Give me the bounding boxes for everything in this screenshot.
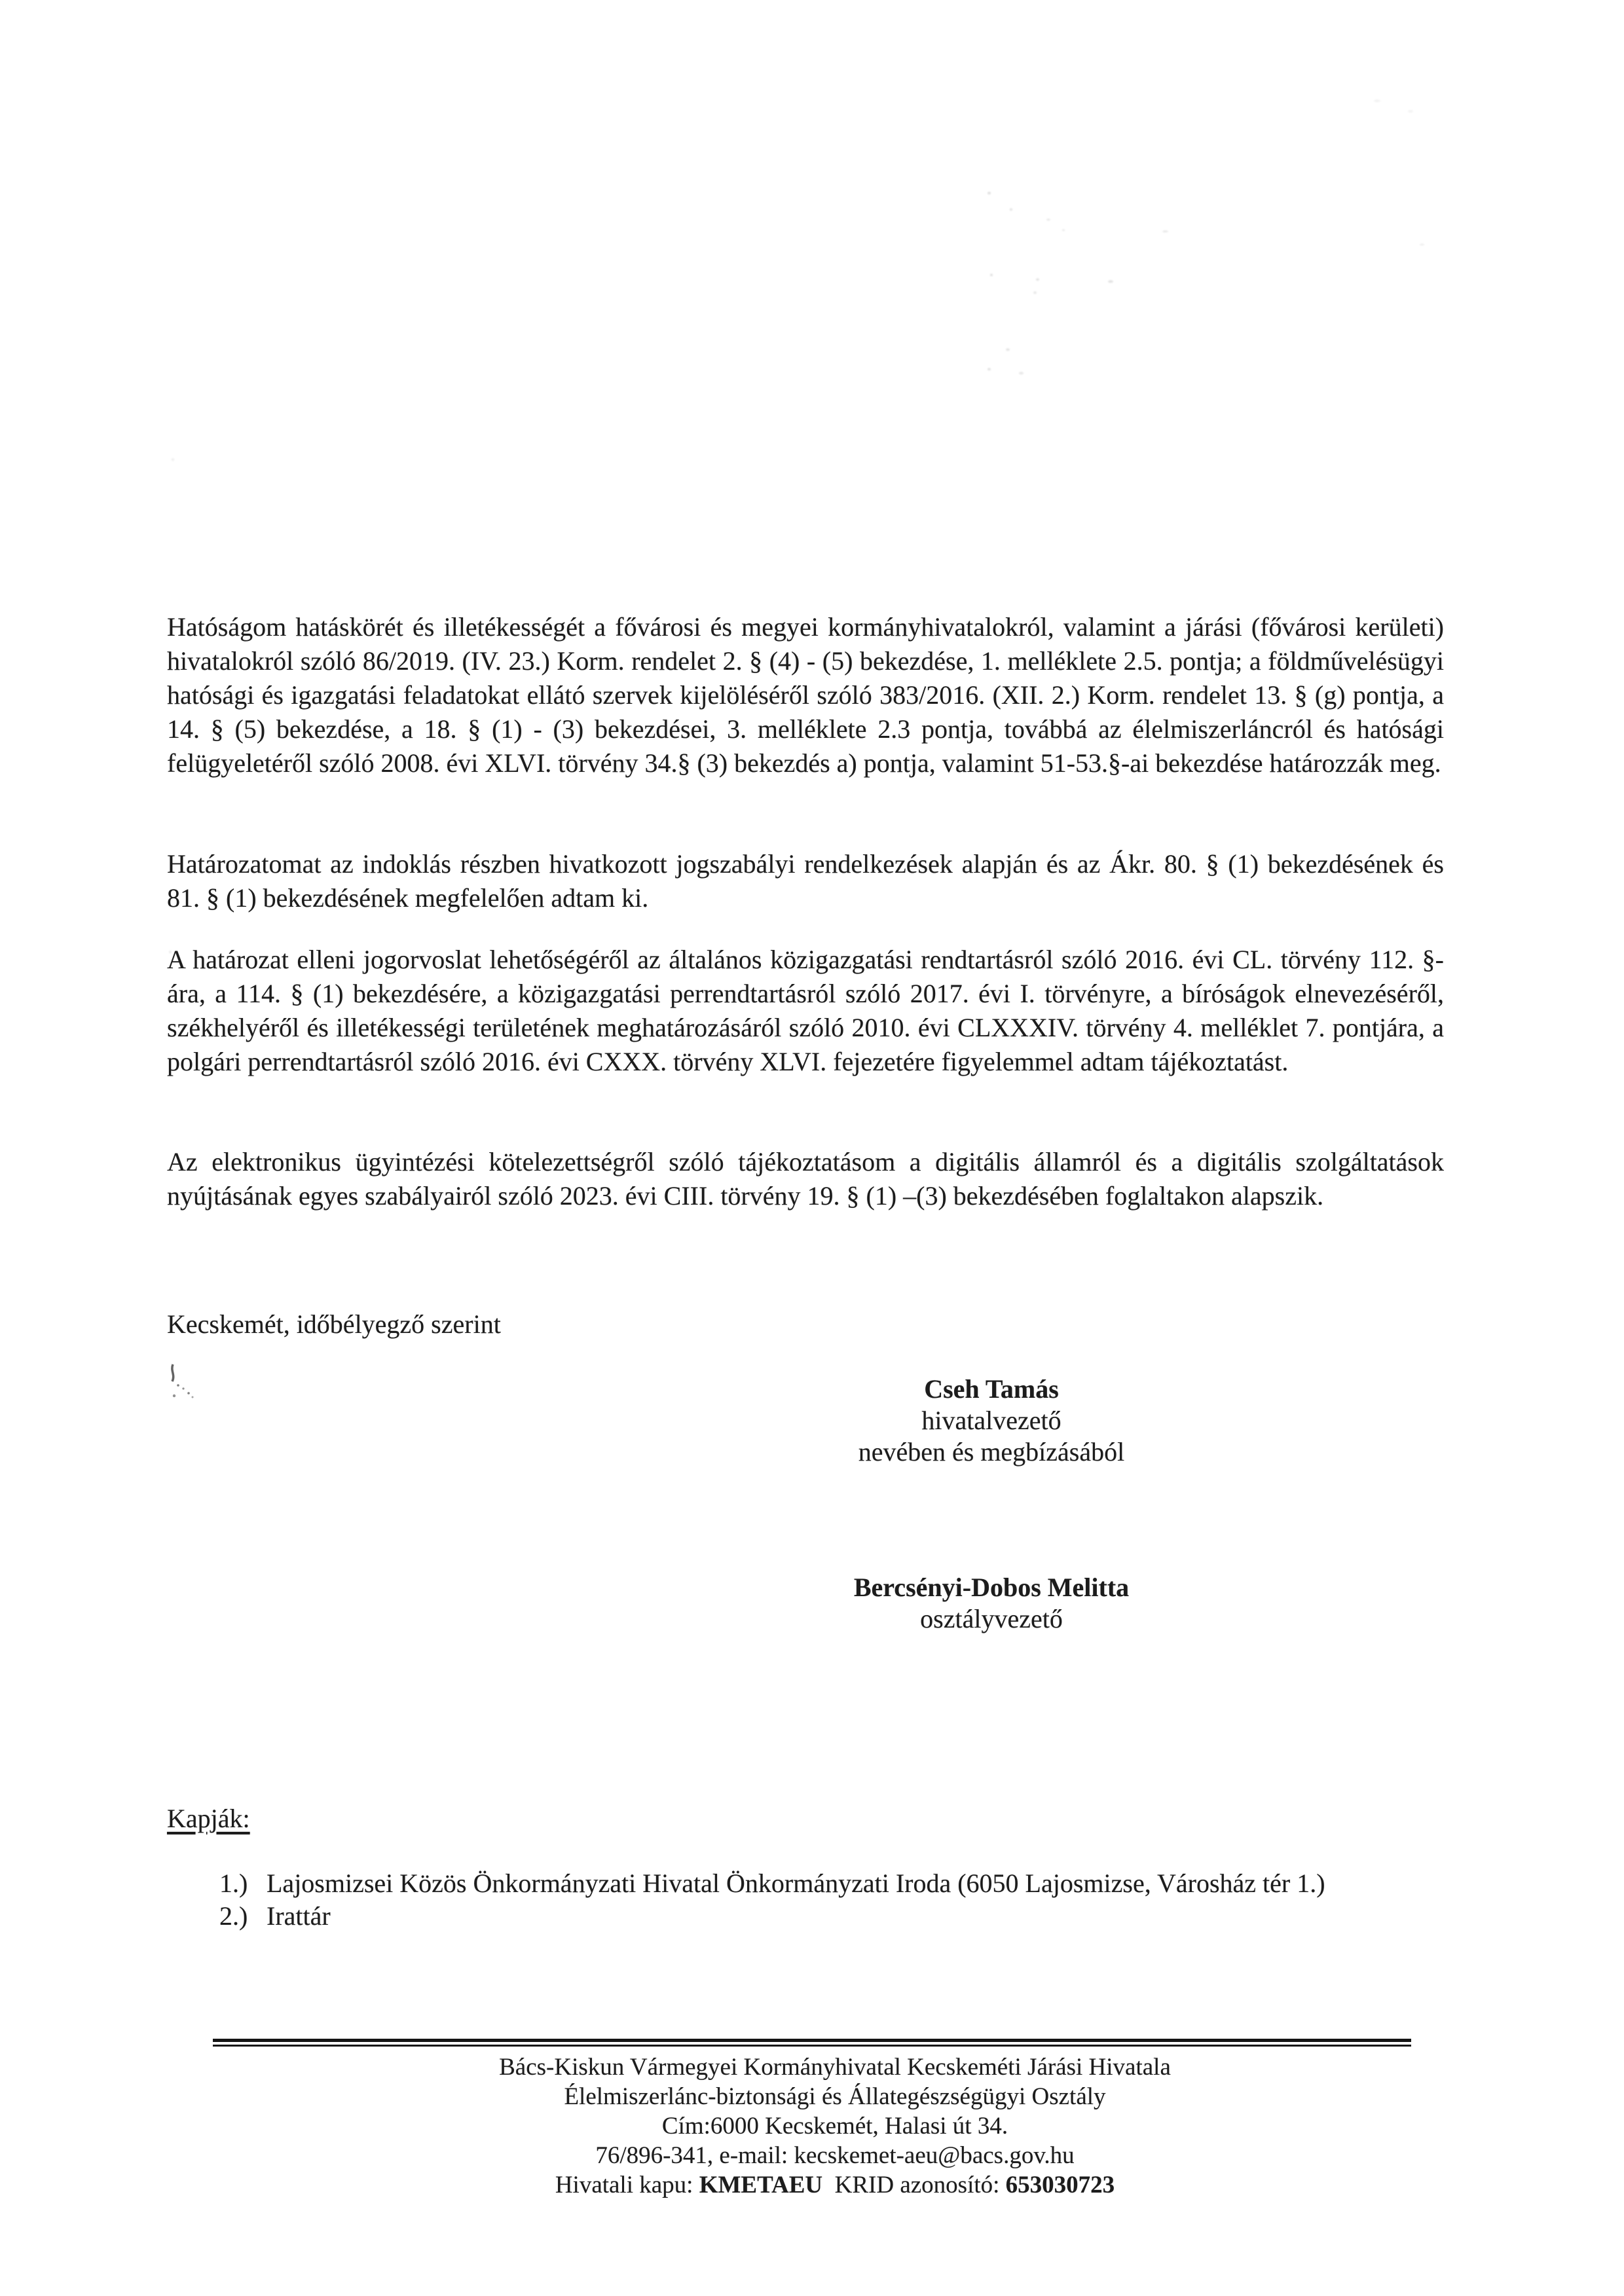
scan-speck [1162,230,1168,232]
footer-hivatali-kapu-line [229,2170,1441,2200]
signature-on-behalf-text: nevében és megbízásából [858,1437,1125,1467]
recipients-list [219,1867,1437,1933]
signature-block-principal [664,1374,1319,1468]
recipient-text: Irattár [267,1901,331,1931]
signatory-name-principal: Cseh Tamás [924,1374,1059,1404]
scan-speck [1033,291,1037,294]
recipients-heading: Kapják: [167,1804,250,1833]
recipient-number: 2.) [219,1901,248,1931]
recipient-text: Lajosmizsei Közös Önkormányzati Hivatal Önkormányzati Iroda (6050 Lajosmizse, Városház tér 1.) [267,1868,1325,1898]
scan-speck [987,192,991,194]
paragraph-legal-remedy: A határozat elleni jogorvoslat lehetőségéről az általános közigazgatási rendtartásról szóló 2016. évi CL. törvény 112. §-ára, a 114. § (1) bekezdésére, a közigazgatási perrendtartásról szóló 2017. évi I. törvényre, a bíróságok elnevezéséről, székhelyéről és illetékességi területének meghatározásáról szóló 2010. évi CLXXXIV. törvény 4. melléklet 7. pontjára, a polgári perrendtartásról szóló 2016. évi CXXX. törvény XLVI. fejezetére figyelemmel adtam tájékoztatást. [167,945,1444,1076]
paragraph-competence: Hatóságom hatáskörét és illetékességét a fővárosi és megyei kormányhivatalokról, valamint a járási (fővárosi kerületi) hivatalokról szóló 86/2019. (IV. 23.) Korm. rendelet 2. § (4) - (5) bekezdése, 1. melléklete 2.5. pontja; a földművelésügyi hatósági és igazgatási feladatokat ellátó szervek kijelöléséről szóló 383/2016. (XII. 2.) Korm. rendelet 13. § (g) pontja, a 14. § (5) bekezdése, a 18. § (1) - (3) bekezdései, 3. melléklete 2.3 pontja, továbbá az élelmiszerláncról és hatósági felügyeletéről szóló 2008. évi XLVI. törvény 34.§ (3) bekezdés a) pontja, valamint 51-53.§-ai bekezdése határozzák meg. [167,612,1444,778]
footer-kapu-prefix: Hivatali kapu: [555,2172,699,2198]
scan-speck [1420,244,1424,246]
signatory-name-signer: Bercsényi-Dobos Melitta [853,1573,1130,1602]
signatory-role-signer: osztályvezető [920,1604,1063,1633]
recipient-item [219,1867,1437,1900]
scan-speck [990,274,993,276]
footer-krid-value: 653030723 [1005,2172,1115,2198]
scan-speck [1062,229,1065,231]
footer-kapu-value: KMETAEU [699,2172,823,2198]
scan-speck [1374,100,1380,102]
scan-speck [1006,348,1010,351]
paragraph-decision-basis: Határozatomat az indoklás részben hivatkozott jogszabályi rendelkezések alapján és az Ákr. 80. § (1) bekezdésének és 81. § (1) bekezdésének megfelelően adtam ki. [167,849,1444,913]
recipient-number: 1.) [219,1868,248,1898]
footer-contact: 76/896-341, e-mail: kecskemet-aeu@bacs.gov.hu [595,2142,1075,2169]
footer-krid-label: KRID azonosító: [822,2172,1006,2198]
footer-department: Élelmiszerlánc-biztonsági és Állategészségügyi Osztály [564,2083,1106,2110]
scan-speck [1046,219,1050,221]
scan-speck [987,368,991,371]
signatory-role-principal: hivatalvezető [921,1406,1061,1435]
scan-speck [172,458,174,461]
scan-speck [1019,372,1024,374]
footer-divider [213,2039,1411,2047]
scan-speck [1108,280,1113,283]
scan-speck [1010,208,1012,211]
ink-mark [164,1362,203,1408]
recipient-item [219,1900,1437,1933]
dateline: Kecskemét, időbélyegző szerint [167,1309,501,1339]
scan-speck [1036,278,1039,281]
footer-organization: Bács-Kiskun Vármegyei Kormányhivatal Kecskeméti Járási Hivatala [499,2054,1171,2081]
footer-address: Cím:6000 Kecskemét, Halasi út 34. [661,2113,1008,2140]
signature-block-signer [664,1572,1319,1635]
paragraph-e-administration: Az elektronikus ügyintézési kötelezettségről szóló tájékoztatásom a digitális államról és a digitális szolgáltatások nyújtásának egyes szabályairól szóló 2023. évi CIII. törvény 19. § (1) –(3) bekezdésében foglaltakon alapszik. [167,1147,1444,1211]
footer [229,2052,1441,2200]
scan-speck [1408,110,1413,113]
